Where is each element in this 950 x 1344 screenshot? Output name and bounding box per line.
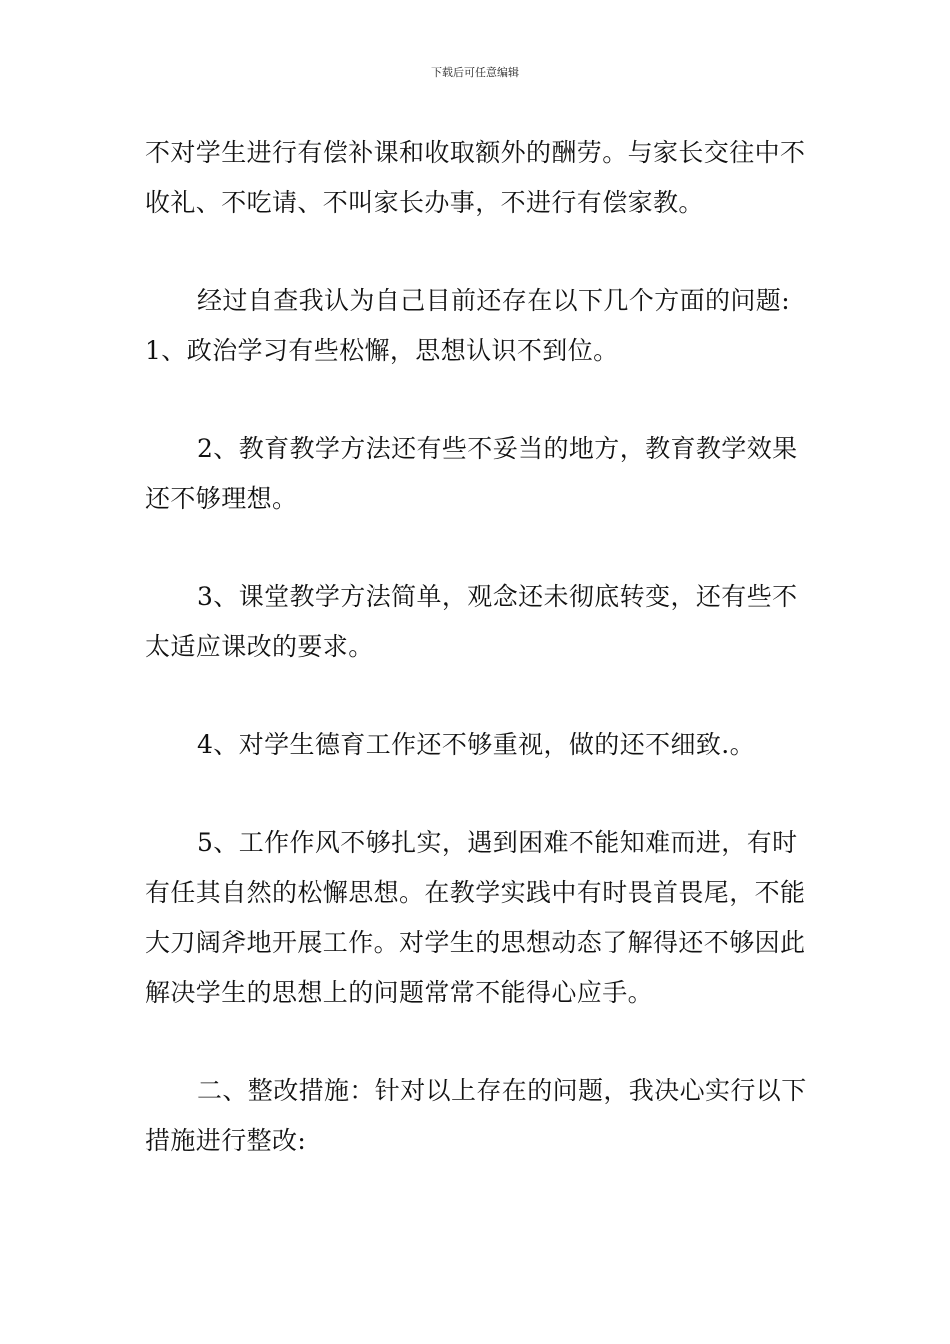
paragraph-5: 4、对学生德育工作还不够重视，做的还不细致.。 bbox=[197, 730, 756, 759]
paragraph-3: 2、教育教学方法还有些不妥当的地方，教育教学效果还不够理想。 bbox=[145, 434, 798, 513]
paragraph-6: 5、工作作风不够扎实，遇到困难不能知难而进，有时有任其自然的松懈思想。在教学实践中有时畏首畏尾，不能大刀阔斧地开展工作。对学生的思想动态了解得还不够因此解决学生的思想上的问题常常不能得心应手。 bbox=[145, 828, 806, 1007]
paragraph-4: 3、课堂教学方法简单，观念还未彻底转变，还有些不太适应课改的要求。 bbox=[145, 582, 798, 661]
paragraph-7: 二、整改措施：针对以上存在的问题，我决心实行以下措施进行整改: bbox=[145, 1076, 807, 1155]
page-header: 下载后可任意编辑 bbox=[431, 66, 519, 79]
document-body bbox=[145, 128, 810, 1214]
paragraph-1: 不对学生进行有偿补课和收取额外的酬劳。与家长交往中不收礼、不吃请、不叫家长办事，不进行有偿家教。 bbox=[145, 138, 806, 217]
paragraph-2: 经过自查我认为自己目前还存在以下几个方面的问题:1、政治学习有些松懈，思想认识不到位。 bbox=[145, 286, 791, 365]
